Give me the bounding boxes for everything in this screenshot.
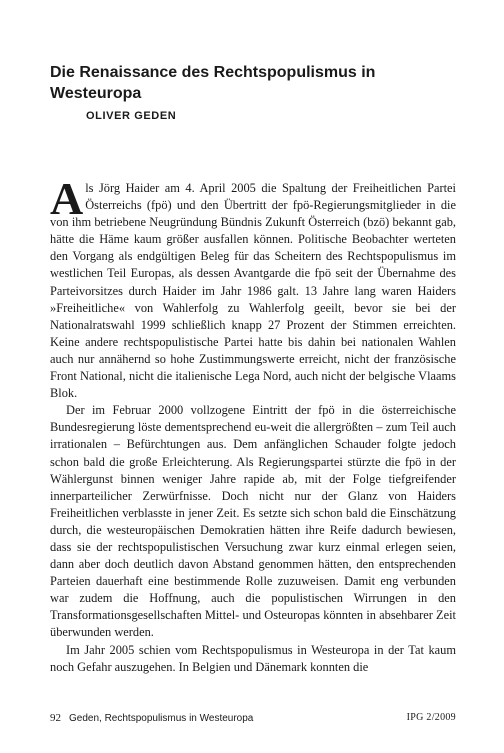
journal-issue: IPG 2/2009 (406, 712, 456, 723)
drop-cap: A (50, 173, 84, 224)
paragraph-1-text: ls Jörg Haider am 4. April 2005 die Spaltung der Freiheitlichen Partei Österreichs (fpö) und den Übertritt der fpö-Regierungsmitglieder in die von ihm betriebene Neugründung Bündnis Zukunft Österreich (bzö) bekannt gab, hätte die Häme kaum größer ausfallen können. Politische Beobachter werteten den Vorgang als endgültigen Beleg für das Scheitern des Rechtspopulismus im westlichen Teil Europas, als dessen Avantgarde die fpö seit der Übernahme des Parteivorsitzes durch Haider im Jahr 1986 galt. 13 Jahre lang waren Haiders »Freiheitliche« von Wahlerfolg zu Wahlerfolg geeilt, bevor sie bei der Nationalratswahl 1999 schließlich knapp 27 Prozent der Stimmen erreichten. Keine andere rechtspopulistische Partei hatte bis dahin bei nationalen Wahlen auch nur annähernd so hohe Zustimmungswerte erreicht, nicht der französische Front National, nicht die italienische Lega Nord, auch nicht der belgische Vlaams Blok. (50, 181, 456, 401)
page-footer-left (50, 712, 253, 724)
paragraph-3: Im Jahr 2005 schien vom Rechtspopulismus in Westeuropa in der Tat kaum noch Gefahr auszugehen. In Belgien und Dänemark konnten die (50, 642, 456, 674)
page-number: 92 (50, 712, 61, 724)
running-title: Geden, Rechtspopulismus in Westeuropa (69, 713, 254, 724)
paragraph-2: Der im Februar 2000 vollzogene Eintritt der fpö in die österreichische Bundesregierung löste dementsprechend eu-weit die allergrößten – zum Teil auch irrationalen – Befürchtungen aus. Dem anfänglichen Schauder folgte jedoch schon bald die große Erleichterung. Als Regierungspartei stürzte die fpö in der Wählergunst binnen weniger Jahre rapide ab, mit der Folge tiefgreifender innerparteilicher Zerwürfnisse. Doch nicht nur der Glanz von Haiders Freiheitlichen verblasste in jener Zeit. Es setzte sich schon bald die Einschätzung durch, die westeuropäischen Demokratien hätten ihre Reife dadurch bewiesen, dass sie der rechtspopulistischen Versuchung zwar kurz einmal erlegen seien, dann aber doch deutlich davon Abstand genommen hätten, den entsprechenden Parteien dauerhaft eine bestimmende Rolle zuzuweisen. Damit eng verbunden war zudem die Hoffnung, auch die populistischen Wirrungen in den Transformationsgesellschaften Mittel- und Osteuropas könnten in absehbarer Zeit überwunden werden. (50, 403, 456, 640)
article-body (50, 173, 456, 676)
article-title: Die Renaissance des Rechtspopulismus in Westeuropa (50, 64, 376, 102)
article-author: OLIVER GEDEN (86, 110, 177, 122)
paragraph-1 (50, 173, 456, 402)
